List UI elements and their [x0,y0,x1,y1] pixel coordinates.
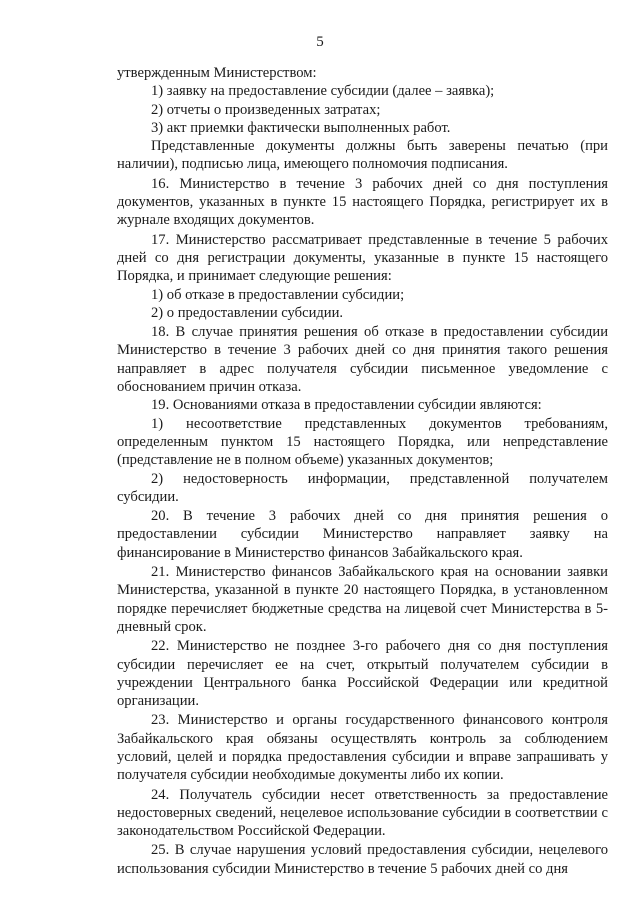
paragraph: 1) заявку на предоставление субсидии (далее – заявка); [151,83,495,100]
paragraph: 24. Получатель субсидии несет ответственность за предоставление недостоверных сведений, нецелевое использование субсидии в соответствии с законодательством Российской Федерации. [117,786,608,840]
paragraph: 23. Министерство и органы государственного финансового контроля Забайкальского края обязаны осуществлять контроль за соблюдением условий, целей и порядка предоставления субсидии и вправе запрашивать у получателя субсидии необходимые документы либо их копии. [117,712,608,784]
page-number: 5 [316,34,324,50]
paragraph: 19. Основаниями отказа в предоставлении субсидии являются: [151,397,542,414]
paragraph: 18. В случае принятия решения об отказе в предоставлении субсидии Министерство в течение 3 рабочих дней со дня принятия такого решения направляет в адрес получателя субсидии письменное уведомление с обоснованием причин отказа. [117,324,608,396]
paragraph: 2) отчеты о произведенных затратах; [151,101,381,118]
document-body [117,64,608,878]
paragraph: 20. В течение 3 рабочих дней со дня принятия решения о предоставлении субсидии Министерство направляет заявку на финансирование в Министерство финансов Забайкальского края. [117,508,608,561]
paragraph: Представленные документы должны быть заверены печатью (при наличии), подписью лица, имеющего полномочия подписания. [117,138,608,173]
paragraph: 22. Министерство не позднее 3-го рабочего дня со дня поступления субсидии перечисляет ее на счет, открытый получателем субсидии в учреждении Центрального банка Российской Федерации или кредитной организации. [117,638,608,710]
paragraph: 3) акт приемки фактически выполненных работ. [151,119,451,136]
paragraph: 1) несоответствие представленных документов требованиям, определенным пунктом 15 настоящего Порядка, или непредставление (представление не в полном объеме) указанных документов; [117,415,608,469]
paragraph: 21. Министерство финансов Забайкальского края на основании заявки Министерства, указанной в пункте 20 настоящего Порядка, в установленном порядке перечисляет бюджетные средства на лицевой счет Министерства в 5-дневный срок. [117,564,608,635]
paragraph: 2) о предоставлении субсидии. [151,304,344,321]
paragraph: 17. Министерство рассматривает представленные в течение 5 рабочих дней со дня регистрации документы, указанные в пункте 15 настоящего Порядка, и принимает следующие решения: [117,231,608,285]
paragraph: 1) об отказе в предоставлении субсидии; [151,286,405,303]
paragraph: 25. В случае нарушения условий предоставления субсидии, нецелевого использования субсидии Министерство в течение 5 рабочих дней со дня [117,842,608,877]
paragraph: 2) недостоверность информации, представленной получателем субсидии. [117,470,608,505]
paragraph: 16. Министерство в течение 3 рабочих дней со дня поступления документов, указанных в пункте 15 настоящего Порядка, регистрирует их в журнале входящих документов. [117,175,608,229]
paragraph: утвержденным Министерством: [117,65,317,81]
